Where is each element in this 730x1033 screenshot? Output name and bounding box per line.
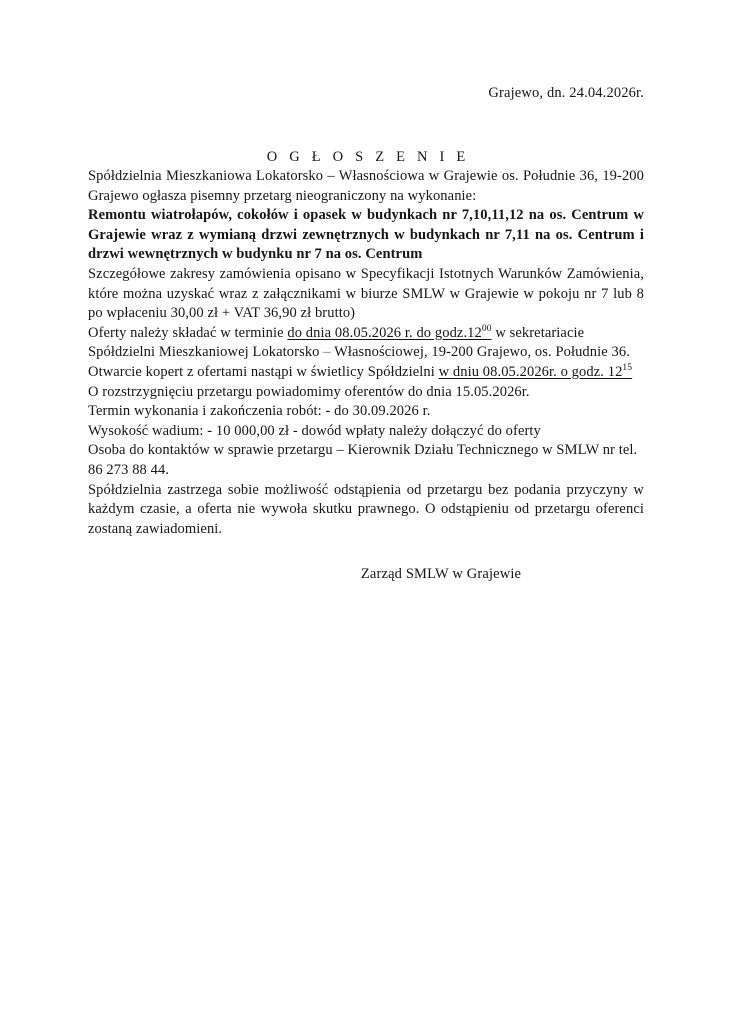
opening-lead: Otwarcie kopert z ofertami nastąpi w świetlicy Spółdzielni: [88, 363, 439, 380]
offers-paragraph: [88, 324, 644, 363]
document-body: [88, 0, 644, 584]
resolution-paragraph: O rozstrzygnięciu przetargu powiadomimy oferentów do dnia 15.05.2026r.: [88, 383, 530, 400]
intro-paragraph: Spółdzielnia Mieszkaniowa Lokatorsko – Własnościowa w Grajewie os. Południe 36, 19-200 Grajewo ogłasza pisemny przetarg nieograniczony na wykonanie:: [88, 168, 644, 204]
opening-datetime-text: w dniu 08.05.2026r. o godz. 12: [438, 363, 623, 380]
deposit-line: Wysokość wadium: - 10 000,00 zł - dowód wpłaty należy dołączyć do oferty: [88, 422, 541, 439]
offers-tail-second: Własnościowej, 19-200 Grajewo, os. Południe 36.: [330, 344, 630, 361]
opening-datetime: [439, 364, 633, 380]
signature-line: Zarząd SMLW w Grajewie: [360, 566, 522, 583]
offers-tail: w sekretariacie Spółdzielni Mieszkaniowej Lokatorsko: [88, 324, 585, 361]
offers-dash: –: [323, 344, 331, 361]
offers-deadline-minutes: 00: [481, 323, 492, 334]
opening-datetime-minutes: 15: [622, 363, 633, 374]
contact-paragraph: Osoba do kontaktów w sprawie przetargu – Kierownik Działu Technicznego w SMLW nr tel. 86 273 88 44.: [88, 442, 638, 478]
opening-paragraph: [88, 363, 644, 383]
works-deadline-line: Termin wykonania i zakończenia robót: - do 30.09.2026 r.: [88, 403, 431, 420]
page-title: O G Ł O S Z E N I E: [266, 149, 470, 165]
reservation-paragraph: Spółdzielnia zastrzega sobie możliwość odstąpienia od przetargu bez podania przyczyny w każdym czasie, a oferta nie wywoła skutku prawnego. O odstąpieniu od przetargu oferenci zostaną zawiadomieni.: [88, 481, 644, 537]
specification-paragraph: Szczegółowe zakresy zamówienia opisano w Specyfikacji Istotnych Warunków Zamówienia, które można uzyskać wraz z załącznikami w biurze SMLW w Grajewie w pokoju nr 7 lub 8 po wpłaceniu 30,00 zł + VAT 36,90 zł brutto): [88, 265, 644, 322]
offers-deadline-text: do dnia 08.05.2026 r. do godz.12: [287, 324, 482, 341]
offers-lead: Oferty należy składać w terminie: [88, 324, 288, 341]
place-and-date: Grajewo, dn. 24.04.2026r.: [488, 85, 644, 101]
subject-paragraph: Remontu wiatrołapów, cokołów i opasek w budynkach nr 7,10,11,12 na os. Centrum w Grajewie wraz z wymianą drzwi zewnętrznych w budynkach nr 7,11 na os. Centrum i drzwi wewnętrznych w budynku nr 7 na os. Centrum: [88, 207, 644, 263]
offers-deadline: [287, 325, 491, 341]
